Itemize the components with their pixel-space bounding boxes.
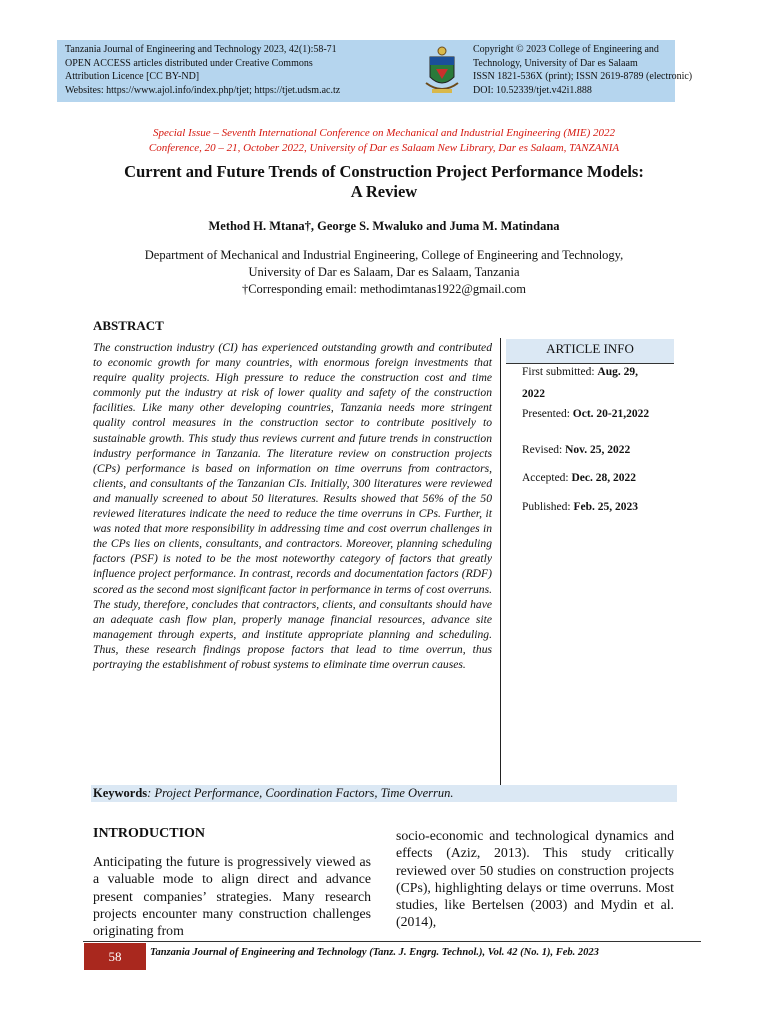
article-info-item	[522, 468, 682, 489]
title-line: Current and Future Trends of Construction Project Performance Models:	[124, 162, 644, 181]
info-value: Oct. 20-21,2022	[572, 408, 650, 420]
corresponding-email[interactable]: †Corresponding email: methodimtanas1922@gmail.com	[241, 282, 527, 296]
info-label: Revised:	[522, 444, 566, 456]
university-logo-icon	[424, 43, 460, 99]
header-left-line: Attribution Licence [CC BY-ND]	[65, 71, 200, 83]
abstract-text: The construction industry (CI) has experienced outstanding growth and contributed to economic growth for many countries, with enormous foreign investments that require quality projects. High pressure to reduce the construction cost and time commonly put the industry at risk of lower quality and safety of the construction facilities. Like many other developing countries, Tanzania needs more stringent quality control measures in the construction sector to contribute positively to sustainable growth. This study thus reviews current and future trends in construction industry performance in Tanzania. The literature review on construction projects (CPs) performance is based on information on time overruns from contractors, clients, and consultants of the Tanzanian CIs. Initially, 300 literatures were reviewed and manually screened to about 50 literatures. Results showed that 56% of the 50 reviewed literatures indicate the need to reduce the time overruns in CPs. Further, it was noted that more responsibility in addressing time and cost overrun challenges in the CPs lies on clients, consultants, and contractors. Moreover, planning scheduling factors (PSF) is noted to be the most noteworthy category of factors that greatly influence project performance. In contrast, records and documentation factors (RDF) scored as the second most significant factor in performance in terms of cost overruns. The study, therefore, concludes that contractors, clients, and consultants should have an adequate cash flow plan, properly manage financial resources, advance site management through experts, and institute appropriate planning and scheduling. Thus, these research findings propose factors that lead to time overrun, thus portraying the establishment of robust systems to eliminate time overrun causes.	[93, 341, 492, 671]
keywords-label: Keywords	[93, 786, 148, 800]
article-info-item	[522, 404, 682, 425]
introduction-heading: INTRODUCTION	[93, 826, 206, 841]
article-info-item	[522, 362, 682, 383]
article-info-heading: ARTICLE INFO	[506, 339, 674, 364]
header-left-info	[65, 43, 385, 97]
info-label: First submitted:	[522, 366, 598, 378]
journal-header	[57, 40, 693, 102]
header-left-line[interactable]: Websites: https://www.ajol.info/index.php/tjet; https://tjet.udsm.ac.tz	[65, 84, 341, 96]
header-right-line[interactable]: DOI: 10.52339/tjet.v42i1.888	[473, 84, 592, 96]
info-value: Dec. 28, 2022	[571, 472, 637, 484]
page-number: 58	[84, 943, 146, 970]
keywords-bar	[91, 785, 677, 802]
header-left-line: OPEN ACCESS articles distributed under Creative Commons	[65, 57, 313, 69]
special-issue-note	[40, 126, 728, 155]
header-right-line: Copyright © 2023 College of Engineering and	[473, 44, 659, 55]
info-label: Presented:	[522, 408, 573, 420]
header-right-info	[473, 43, 705, 97]
title-line: A Review	[350, 182, 418, 201]
intro-right-column: socio-economic and technological dynamics and effects (Aziz, 2013). This study critically reviewed over 50 studies on construction projects (CPs), highlighting delays or time overruns. Most studies, like Bertelsen (2003) and Mydin et al. (2014),	[396, 828, 674, 930]
info-value: Aug. 29,	[597, 366, 638, 378]
special-issue-line: Conference, 20 – 21, October 2022, University of Dar es Salaam New Library, Dar es Salaam, TANZANIA	[148, 141, 620, 154]
info-label: Published:	[522, 501, 574, 513]
author-list: Method H. Mtana†, George S. Mwaluko and Juma M. Matindana	[208, 219, 560, 233]
footer-rule	[83, 941, 701, 942]
article-info-item	[522, 384, 682, 405]
paper-title	[60, 162, 708, 202]
header-right-line: Technology, University of Dar es Salaam	[473, 57, 638, 69]
info-label: Accepted:	[522, 472, 572, 484]
footer-journal-citation: Tanzania Journal of Engineering and Technology (Tanz. J. Engrg. Technol.), Vol. 42 (No. 1), Feb. 2023	[150, 947, 599, 958]
column-divider	[500, 338, 501, 786]
special-issue-line: Special Issue – Seventh International Conference on Mechanical and Industrial Engineering (MIE) 2022	[152, 127, 616, 139]
header-right-line: ISSN 1821-536X (print); ISSN 2619-8789 (electronic)	[473, 71, 693, 83]
keywords-value: : Project Performance, Coordination Factors, Time Overrun.	[147, 786, 454, 800]
info-value: Nov. 25, 2022	[565, 444, 631, 456]
article-info-item	[522, 497, 682, 518]
affiliation-line: University of Dar es Salaam, Dar es Salaam, Tanzania	[248, 265, 520, 279]
abstract-heading: ABSTRACT	[93, 318, 164, 333]
affiliation-line: Department of Mechanical and Industrial Engineering, College of Engineering and Technology,	[144, 248, 624, 262]
affiliation	[60, 247, 708, 298]
header-left-line: Tanzania Journal of Engineering and Technology 2023, 42(1):58-71	[65, 44, 337, 55]
article-info-item	[522, 440, 682, 461]
intro-left-column: Anticipating the future is progressively viewed as a valuable mode to align direct and advance present companies’ strategies. Many research projects encounter many construction challenges originating from	[93, 854, 371, 939]
info-value: 2022	[522, 388, 545, 400]
info-value: Feb. 25, 2023	[573, 501, 638, 513]
